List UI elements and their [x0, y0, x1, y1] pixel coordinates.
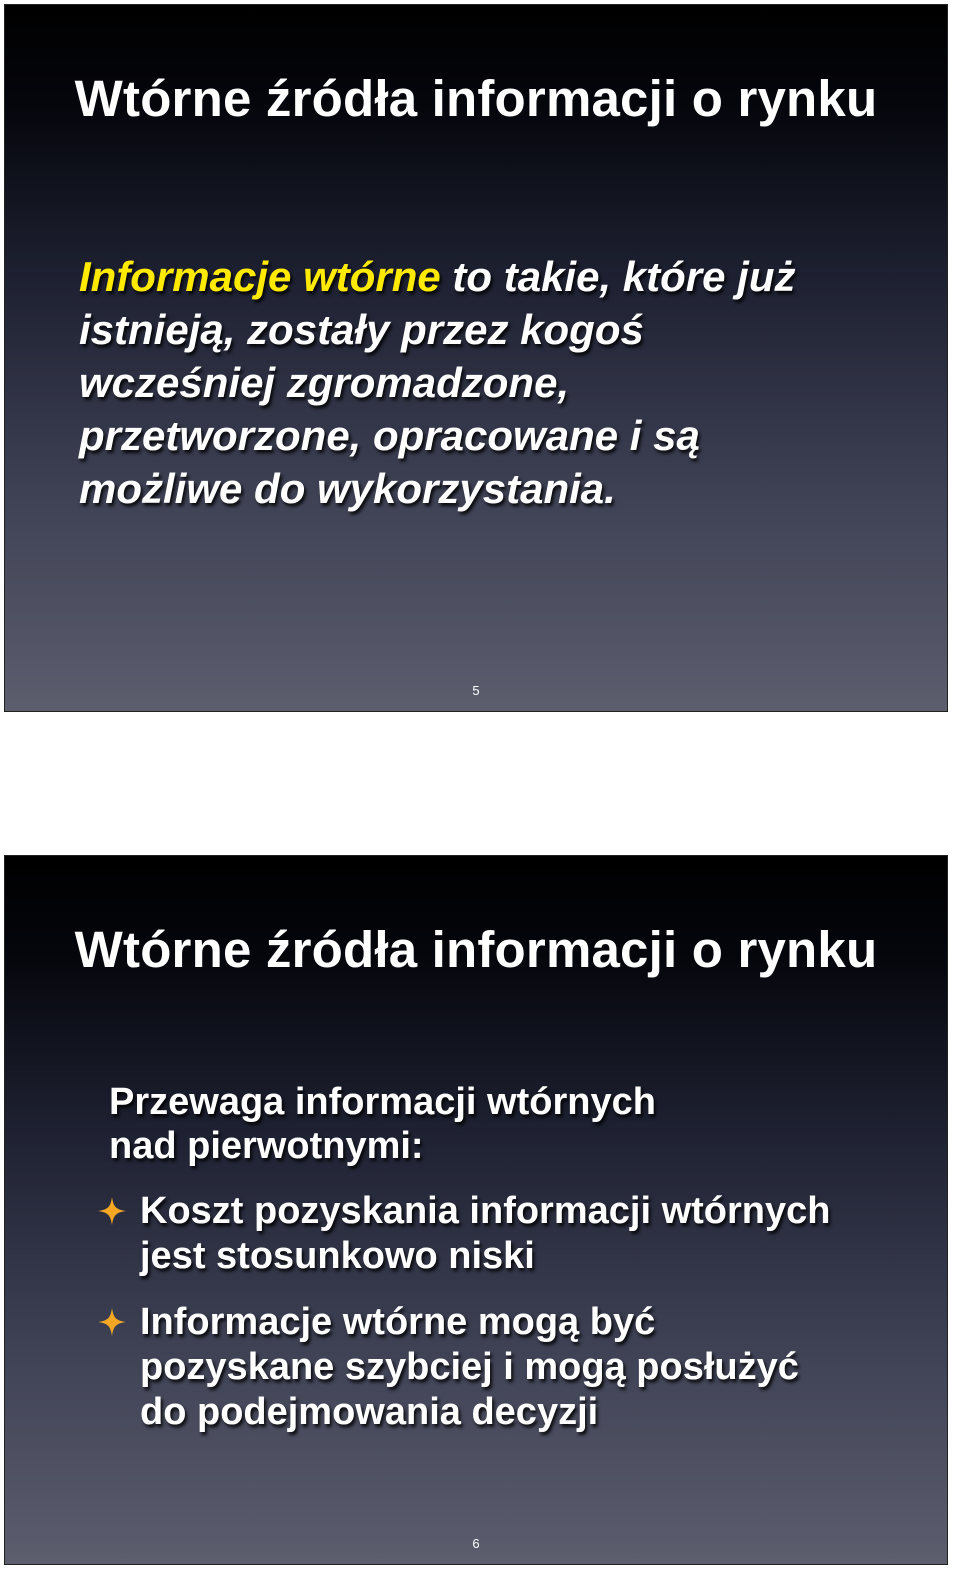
definition-line-4: przetworzone, opracowane i są	[79, 412, 700, 459]
page-number: 6	[472, 1536, 480, 1551]
bullet-item	[97, 1189, 927, 1279]
intro-text	[109, 1080, 656, 1168]
definition-line-1-rest: to takie, które już	[440, 253, 796, 300]
bullet-line: Informacje wtórne mogą być	[140, 1301, 656, 1343]
slide-6	[4, 855, 948, 1565]
intro-line-1: Przewaga informacji wtórnych	[109, 1081, 656, 1123]
page-number: 5	[472, 683, 480, 698]
definition-line-1	[79, 250, 919, 303]
bullet-line: pozyskane szybciej i mogą posłużyć	[140, 1346, 799, 1388]
four-point-star-icon	[97, 1196, 127, 1226]
intro-line-2: nad pierwotnymi:	[109, 1125, 424, 1167]
bullet-item	[97, 1300, 927, 1435]
slide-title: Wtórne źródła informacji o rynku	[74, 921, 878, 978]
definition-line-5: możliwe do wykorzystania.	[79, 465, 616, 512]
definition-text	[79, 250, 919, 515]
slide-title: Wtórne źródła informacji o rynku	[74, 70, 878, 127]
bullet-line: Koszt pozyskania informacji wtórnych	[140, 1190, 831, 1232]
bullet-line: jest stosunkowo niski	[140, 1235, 535, 1277]
definition-line-2: istnieją, zostały przez kogoś	[79, 306, 644, 353]
slide-5	[4, 4, 948, 712]
definition-line-3: wcześniej zgromadzone,	[79, 359, 570, 406]
highlighted-term: Informacje wtórne	[79, 253, 441, 300]
four-point-star-icon	[97, 1307, 127, 1337]
bullet-line: do podejmowania decyzji	[140, 1391, 599, 1433]
bullet-list	[97, 1189, 927, 1456]
